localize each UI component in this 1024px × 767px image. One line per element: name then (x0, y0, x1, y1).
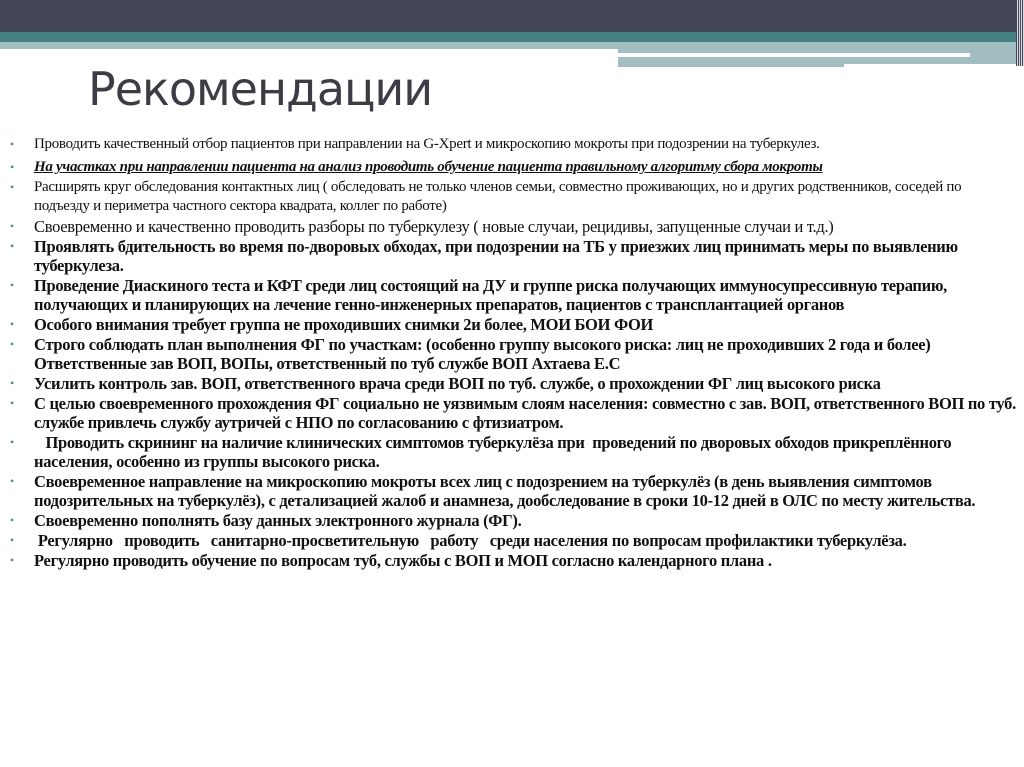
list-item: • Усилить контроль зав. ВОП, ответственного врача среди ВОП по туб. службе, о прохождении ФГ лиц высокого риска (10, 374, 881, 393)
header-stripe (618, 53, 970, 57)
list-item: • Регулярно проводить санитарно-просветительную работу среди населения по вопросам профилактики туберкулёза. (10, 531, 907, 550)
header-band-light (0, 42, 618, 49)
header-band-teal (0, 32, 1016, 42)
list-item: • Своевременное направление на микроскопию мокроты всех лиц с подозрением на туберкулёз (в день выявления симптомов подозрительных на туберкулёз), с детализацией жалоб и анамнеза, дообследование в сроки 10-12 дней в ОЛС по месту жительства. (10, 472, 976, 510)
bullet-icon: • (10, 317, 14, 331)
list-item: • Проявлять бдительность во время по-дворовых обходах, при подозрении на ТБ у приезжих лиц принимать меры по выявлению туберкулеза. (10, 237, 958, 275)
bullet-icon: • (10, 474, 14, 488)
list-item: • На участках при направлении пациента на анализ проводить обучение пациента правильному алгоритму сбора мокроты (10, 159, 823, 175)
bullet-icon: • (10, 396, 14, 410)
header-edge (1016, 0, 1024, 66)
bullet-list (10, 135, 1020, 571)
bullet-icon: • (10, 553, 14, 567)
list-item: • Расширять круг обследования контактных лиц ( обследовать не только членов семьи, совместно проживающих, но и других родственников, соседей по подъезду и периметра частного сектора квадрата, коллег по работе) (10, 179, 962, 214)
list-item: • Регулярно проводить обучение по вопросам туб, службы с ВОП и МОП согласно календарного плана . (10, 551, 772, 570)
list-item: • С целью своевременного прохождения ФГ социально не уязвимым слоям населения: совместно с зав. ВОП, ответственного ВОП по туб. службе привлечь службу аутричей с НПО по согласованию с фтизиатром. (10, 394, 1016, 432)
bullet-icon: • (10, 376, 14, 390)
bullet-icon: • (10, 513, 14, 527)
bullet-icon: • (10, 337, 14, 351)
list-item: • Строго соблюдать план выполнения ФГ по участкам: (особенно группу высокого риска: лиц не проходивших 2 года и более) Ответственные зав ВОП, ВОПы, ответственный по туб службе ВОП Ахтаева Е.С (10, 335, 931, 373)
list-item: • Особого внимания требует группа не проходивших снимки 2и более, МОИ БОИ ФОИ (10, 315, 654, 334)
header-band-dark (0, 0, 1016, 32)
bullet-icon: • (10, 160, 14, 174)
bullet-icon: • (10, 239, 14, 253)
bullet-icon: • (10, 278, 14, 292)
list-item: • Проведение Диаскиного теста и КФТ среди лиц состоящий на ДУ и группе риска получающих иммуносупрессивную терапию, получающих и планирующих на лечение генно-инженерных препаратов, пациентов с трансплантацией органов (10, 276, 947, 314)
list-item: • Проводить скрининг на наличие клинических симптомов туберкулёза при проведений по дворовых обходов прикреплённого населения, особенно из группы высокого риска. (10, 433, 956, 471)
bullet-icon: • (10, 435, 14, 449)
header-stripe-2 (844, 64, 1016, 67)
bullet-icon: • (10, 533, 14, 547)
slide-title: Рекомендации (88, 62, 433, 116)
list-item: • Проводить качественный отбор пациентов при направлении на G-Xpert и микроскопию мокроты при подозрении на туберкулез. (10, 136, 820, 152)
list-item: • Своевременно пополнять базу данных электронного журнала (ФГ). (10, 511, 522, 530)
list-item: • Своевременно и качественно проводить разборы по туберкулезу ( новые случаи, рецидивы, запущенные случаи и т.д.) (10, 217, 834, 236)
bullet-icon: • (10, 219, 14, 233)
bullet-icon: • (10, 180, 14, 194)
bullet-icon: • (10, 137, 14, 151)
